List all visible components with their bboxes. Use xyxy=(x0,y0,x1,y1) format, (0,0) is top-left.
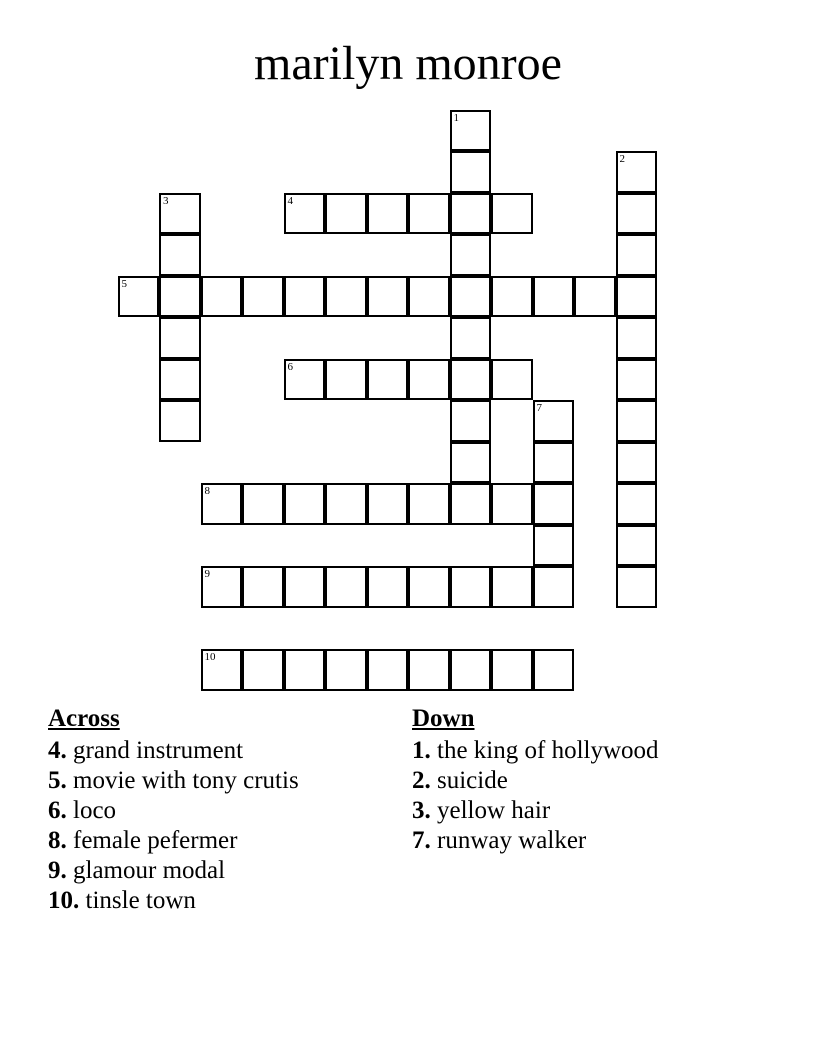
grid-cell[interactable] xyxy=(325,483,367,525)
grid-cell[interactable] xyxy=(201,649,243,691)
grid-cell[interactable] xyxy=(159,193,201,235)
clue-text: movie with tony crutis xyxy=(73,767,299,794)
grid-cell[interactable] xyxy=(159,317,201,359)
grid-cell[interactable] xyxy=(284,193,326,235)
clue-number-label: 4 xyxy=(287,194,293,207)
clue-text: female pefermer xyxy=(73,827,238,854)
grid-cell[interactable] xyxy=(616,525,658,567)
grid-cell[interactable] xyxy=(450,317,492,359)
clue-number: 3. xyxy=(412,797,431,824)
clue-text: suicide xyxy=(437,767,508,794)
grid-cell[interactable] xyxy=(242,566,284,608)
grid-cell[interactable] xyxy=(118,276,160,318)
down-clue xyxy=(412,766,659,796)
grid-cell[interactable] xyxy=(616,317,658,359)
grid-cell[interactable] xyxy=(367,359,409,401)
grid-cell[interactable] xyxy=(616,234,658,276)
grid-cell[interactable] xyxy=(450,400,492,442)
clue-number-label: 7 xyxy=(536,402,542,414)
grid-cell[interactable] xyxy=(284,649,326,691)
clue-number: 8. xyxy=(48,827,67,854)
clue-number: 5. xyxy=(48,767,67,794)
clue-text: loco xyxy=(73,797,117,824)
clue-text: glamour modal xyxy=(73,857,226,884)
page-title: marilyn monroe xyxy=(254,37,562,90)
across-clue xyxy=(48,826,299,856)
grid-cell[interactable] xyxy=(533,483,575,525)
grid-cell[interactable] xyxy=(284,276,326,318)
across-clue xyxy=(48,856,299,886)
grid-cell[interactable] xyxy=(450,110,492,152)
grid-cell[interactable] xyxy=(616,566,658,608)
grid-cell[interactable] xyxy=(408,276,450,318)
across-clues xyxy=(48,704,299,916)
grid-cell[interactable] xyxy=(450,276,492,318)
grid-cell[interactable] xyxy=(450,359,492,401)
grid-cell[interactable] xyxy=(491,566,533,608)
grid-cell[interactable] xyxy=(159,359,201,401)
clue-text: grand instrument xyxy=(73,737,244,764)
clue-number-label: 5 xyxy=(121,277,127,290)
grid-cell[interactable] xyxy=(533,442,575,484)
across-clue xyxy=(48,736,299,766)
down-clue xyxy=(412,796,659,826)
grid-cell[interactable] xyxy=(367,649,409,691)
clue-text: yellow hair xyxy=(437,797,551,824)
grid-cell[interactable] xyxy=(533,649,575,691)
grid-cell[interactable] xyxy=(616,193,658,235)
grid-cell[interactable] xyxy=(325,193,367,235)
down-clues xyxy=(412,704,659,856)
grid-cell[interactable] xyxy=(616,151,658,193)
clue-text: tinsle town xyxy=(85,887,196,914)
grid-cell[interactable] xyxy=(533,566,575,608)
grid-cell[interactable] xyxy=(450,483,492,525)
across-heading: Across xyxy=(48,705,120,732)
grid-cell[interactable] xyxy=(616,483,658,525)
grid-cell[interactable] xyxy=(325,649,367,691)
clue-number-label: 9 xyxy=(204,568,210,580)
grid-cell[interactable] xyxy=(450,649,492,691)
grid-cell[interactable] xyxy=(367,276,409,318)
grid-cell[interactable] xyxy=(367,483,409,525)
grid-cell[interactable] xyxy=(408,193,450,235)
grid-cell[interactable] xyxy=(325,276,367,318)
grid-cell[interactable] xyxy=(367,566,409,608)
grid-cell[interactable] xyxy=(616,359,658,401)
grid-cell[interactable] xyxy=(201,276,243,318)
grid-cell[interactable] xyxy=(284,359,326,401)
grid-cell[interactable] xyxy=(159,234,201,276)
clue-number: 10. xyxy=(48,887,80,914)
grid-cell[interactable] xyxy=(408,483,450,525)
across-clue xyxy=(48,886,299,916)
grid-cell[interactable] xyxy=(408,566,450,608)
grid-cell[interactable] xyxy=(367,193,409,235)
across-clue xyxy=(48,766,299,796)
grid-cell[interactable] xyxy=(450,193,492,235)
clue-number: 1. xyxy=(412,737,431,764)
clue-number: 9. xyxy=(48,857,67,884)
grid-cell[interactable] xyxy=(408,359,450,401)
clue-number-label: 10 xyxy=(204,651,216,663)
grid-cell[interactable] xyxy=(284,483,326,525)
grid-cell[interactable] xyxy=(533,276,575,318)
grid-cell[interactable] xyxy=(242,649,284,691)
grid-cell[interactable] xyxy=(616,400,658,442)
grid-cell[interactable] xyxy=(491,276,533,318)
clue-number-label: 2 xyxy=(619,153,625,165)
clue-text: the king of hollywood xyxy=(437,737,659,764)
across-clue xyxy=(48,796,299,826)
grid-cell[interactable] xyxy=(325,566,367,608)
clue-number-label: 6 xyxy=(287,360,293,373)
grid-cell[interactable] xyxy=(242,483,284,525)
grid-cell[interactable] xyxy=(616,276,658,318)
grid-cell[interactable] xyxy=(450,442,492,484)
clue-number: 4. xyxy=(48,737,67,764)
grid-cell[interactable] xyxy=(450,151,492,193)
grid-cell[interactable] xyxy=(159,276,201,318)
clue-number: 2. xyxy=(412,767,431,794)
grid-cell[interactable] xyxy=(159,400,201,442)
down-clue xyxy=(412,736,659,766)
clue-number-label: 1 xyxy=(453,111,459,124)
clue-text: runway walker xyxy=(437,827,587,854)
grid-cell[interactable] xyxy=(533,525,575,567)
grid-cell[interactable] xyxy=(242,276,284,318)
grid-cell[interactable] xyxy=(491,483,533,525)
grid-cell[interactable] xyxy=(325,359,367,401)
grid-cell[interactable] xyxy=(491,359,533,401)
grid-cell[interactable] xyxy=(450,234,492,276)
grid-cell[interactable] xyxy=(491,193,533,235)
clue-number-label: 8 xyxy=(204,485,210,497)
grid-cell[interactable] xyxy=(201,483,243,525)
grid-cell[interactable] xyxy=(201,566,243,608)
down-clue xyxy=(412,826,659,856)
grid-cell[interactable] xyxy=(408,649,450,691)
grid-cell[interactable] xyxy=(284,566,326,608)
grid-cell[interactable] xyxy=(491,649,533,691)
grid-cell[interactable] xyxy=(533,400,575,442)
grid-cell[interactable] xyxy=(450,566,492,608)
down-heading: Down xyxy=(412,705,475,732)
clue-number: 6. xyxy=(48,797,67,824)
clue-number-label: 3 xyxy=(163,194,169,207)
grid-cell[interactable] xyxy=(574,276,616,318)
grid-cell[interactable] xyxy=(616,442,658,484)
clue-number: 7. xyxy=(412,827,431,854)
